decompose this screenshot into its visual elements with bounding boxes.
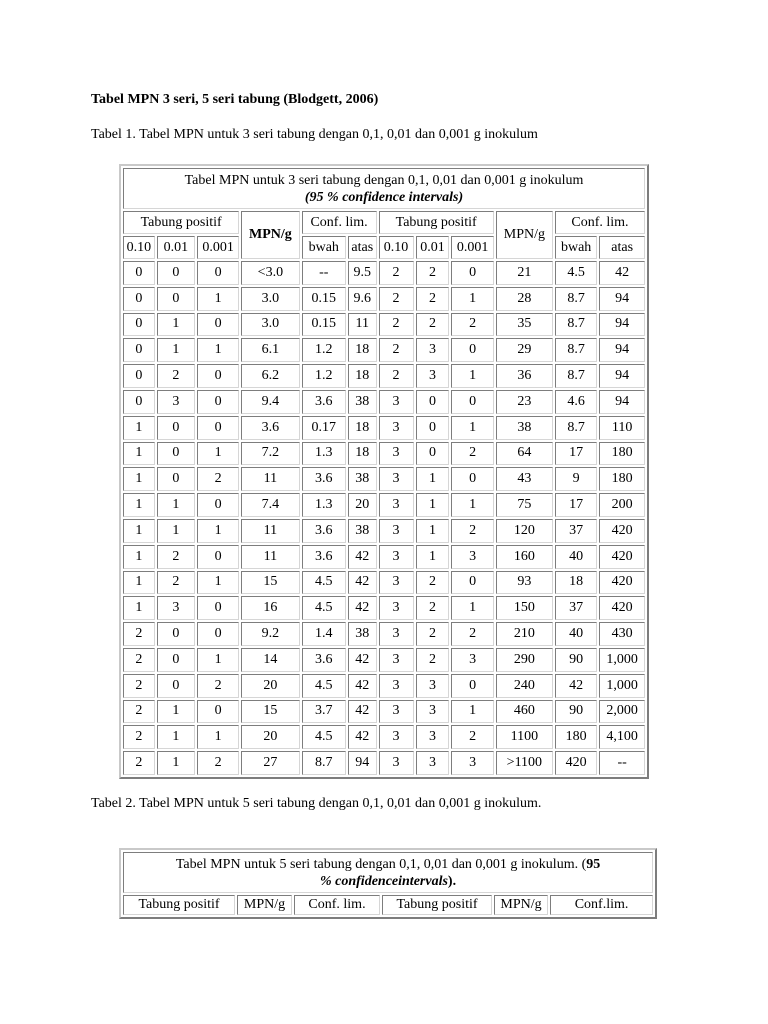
table-cell: 42 — [348, 700, 377, 724]
table-cell: 75 — [496, 493, 553, 517]
table-cell: 2 — [123, 674, 155, 698]
table-cell: 43 — [496, 467, 553, 491]
table-cell: 36 — [496, 364, 553, 388]
table-cell: 0 — [197, 313, 239, 337]
table-cell: 42 — [348, 648, 377, 672]
table-cell: 20 — [241, 725, 299, 749]
table-cell: 3 — [379, 467, 414, 491]
table-cell: 9.5 — [348, 261, 377, 285]
table-cell: 3.6 — [241, 416, 299, 440]
table-cell: 38 — [348, 622, 377, 646]
table-row — [123, 493, 645, 517]
table-cell: 3.6 — [302, 545, 346, 569]
table-row — [123, 519, 645, 543]
t2-header-mpn-g: MPN/g — [237, 895, 292, 915]
table-cell: 2 — [123, 700, 155, 724]
table-cell: 29 — [496, 338, 553, 362]
table-cell: 0 — [157, 648, 195, 672]
table-cell: -- — [302, 261, 346, 285]
table-cell: 1 — [416, 467, 450, 491]
table-cell: 1 — [451, 700, 493, 724]
table-cell: 2 — [416, 571, 450, 595]
table2-title: Tabel MPN untuk 5 seri tabung dengan 0,1, 0,01 dan 0,001 g inokulum. (95 % confidenceintervals). — [123, 852, 653, 893]
table-row — [123, 571, 645, 595]
table-cell: 94 — [599, 338, 645, 362]
t2-header-conf-lim: Conf. lim. — [294, 895, 380, 915]
table-cell: 3 — [416, 725, 450, 749]
table-cell: 8.7 — [555, 313, 597, 337]
table-cell: 0 — [157, 416, 195, 440]
header-bwah: bwah — [302, 236, 346, 259]
table-cell: 0 — [157, 287, 195, 311]
table-row — [123, 545, 645, 569]
table-cell: 0 — [416, 442, 450, 466]
table-cell: 3 — [416, 751, 450, 775]
page-heading: Tabel MPN 3 seri, 5 seri tabung (Blodgett, 2006) — [91, 92, 379, 107]
table-cell: 1 — [451, 287, 493, 311]
table-cell: 0 — [197, 261, 239, 285]
table-cell: 18 — [348, 364, 377, 388]
table-cell: 6.2 — [241, 364, 299, 388]
table-cell: 40 — [555, 545, 597, 569]
table-cell: 64 — [496, 442, 553, 466]
table-cell: 3 — [451, 648, 493, 672]
table-cell: 37 — [555, 596, 597, 620]
table-cell: 0 — [197, 596, 239, 620]
table-cell: <3.0 — [241, 261, 299, 285]
table-cell: 1.2 — [302, 338, 346, 362]
table-cell: 38 — [348, 519, 377, 543]
table-cell: 1 — [123, 596, 155, 620]
table-cell: 0 — [197, 700, 239, 724]
table-cell: 8.7 — [555, 364, 597, 388]
table-cell: >1100 — [496, 751, 553, 775]
table-cell: 1 — [123, 545, 155, 569]
table-cell: 2 — [123, 622, 155, 646]
table-cell: 420 — [599, 545, 645, 569]
header-bwah-2: bwah — [555, 236, 597, 259]
table-cell: 3 — [379, 674, 414, 698]
t2-header-conf-lim-2: Conf.lim. — [550, 895, 653, 915]
table-cell: 3.6 — [302, 390, 346, 414]
table-cell: 1 — [416, 545, 450, 569]
header-mpn-g: MPN/g — [241, 211, 299, 259]
table-cell: 3 — [379, 571, 414, 595]
table-cell: -- — [599, 751, 645, 775]
table-cell: 4.5 — [302, 571, 346, 595]
table-cell: 17 — [555, 493, 597, 517]
table-cell: 21 — [496, 261, 553, 285]
table-cell: 14 — [241, 648, 299, 672]
header-atas-2: atas — [599, 236, 645, 259]
table-cell: 0 — [123, 390, 155, 414]
table-cell: 1,000 — [599, 674, 645, 698]
table1-body — [123, 261, 645, 775]
t2-header-mpn-g-2: MPN/g — [494, 895, 548, 915]
table-cell: 2 — [451, 442, 493, 466]
table-cell: 2 — [123, 648, 155, 672]
table-cell: 94 — [599, 364, 645, 388]
table-cell: 38 — [496, 416, 553, 440]
table-cell: 3.6 — [302, 648, 346, 672]
table-cell: 93 — [496, 571, 553, 595]
table-cell: 0 — [157, 467, 195, 491]
table-cell: 2 — [416, 261, 450, 285]
table-cell: 4.5 — [555, 261, 597, 285]
table-cell: 0 — [123, 287, 155, 311]
table-cell: 9.2 — [241, 622, 299, 646]
table-cell: 1 — [197, 571, 239, 595]
table-cell: 2 — [197, 751, 239, 775]
table-cell: 3 — [379, 390, 414, 414]
table-cell: 3 — [379, 648, 414, 672]
table-cell: 8.7 — [302, 751, 346, 775]
table-cell: 27 — [241, 751, 299, 775]
table2-caption: Tabel 2. Tabel MPN untuk 5 seri tabung dengan 0,1, 0,01 dan 0,001 g inokulum. — [91, 796, 542, 811]
table-cell: 11 — [348, 313, 377, 337]
table1-caption: Tabel 1. Tabel MPN untuk 3 seri tabung dengan 0,1, 0,01 dan 0,001 g inokulum — [91, 127, 538, 142]
table-cell: 3 — [379, 751, 414, 775]
table-cell: 1 — [157, 338, 195, 362]
table-cell: 0 — [123, 338, 155, 362]
table-cell: 90 — [555, 648, 597, 672]
table-cell: 42 — [348, 674, 377, 698]
table-cell: 1 — [157, 519, 195, 543]
table-cell: 3 — [379, 700, 414, 724]
table-cell: 0 — [197, 622, 239, 646]
table-cell: 1 — [197, 287, 239, 311]
table-cell: 3 — [379, 545, 414, 569]
table-cell: 2 — [157, 364, 195, 388]
table-cell: 1.3 — [302, 493, 346, 517]
table-cell: 1 — [123, 467, 155, 491]
table-cell: 0 — [123, 261, 155, 285]
table-row — [123, 700, 645, 724]
table-cell: 18 — [348, 416, 377, 440]
table-cell: 420 — [599, 596, 645, 620]
table-cell: 1.4 — [302, 622, 346, 646]
table-cell: 0 — [157, 442, 195, 466]
table-row — [123, 648, 645, 672]
table-cell: 2 — [379, 287, 414, 311]
table-cell: 1 — [451, 416, 493, 440]
table-cell: 2 — [379, 261, 414, 285]
table-cell: 1 — [197, 338, 239, 362]
table-row — [123, 287, 645, 311]
table-row — [123, 622, 645, 646]
table-cell: 2 — [197, 467, 239, 491]
table-cell: 17 — [555, 442, 597, 466]
table-cell: 42 — [348, 545, 377, 569]
table-cell: 1 — [157, 313, 195, 337]
table-cell: 7.2 — [241, 442, 299, 466]
table-cell: 460 — [496, 700, 553, 724]
table-cell: 0 — [197, 390, 239, 414]
table-cell: 23 — [496, 390, 553, 414]
table-cell: 3.6 — [302, 519, 346, 543]
table-row — [123, 416, 645, 440]
table-cell: 38 — [348, 467, 377, 491]
table1-title-ci: (95 % confidence intervals) — [304, 190, 464, 205]
table-cell: 110 — [599, 416, 645, 440]
table-cell: 9.6 — [348, 287, 377, 311]
table-cell: 1 — [451, 596, 493, 620]
header-tabung-positif: Tabung positif — [123, 211, 239, 234]
table-row — [123, 261, 645, 285]
table-cell: 0.15 — [302, 313, 346, 337]
table-cell: 0 — [451, 261, 493, 285]
table-cell: 0 — [451, 390, 493, 414]
header-tabung-positif-2: Tabung positif — [379, 211, 494, 234]
mpn-table-3-series — [119, 164, 649, 779]
table-cell: 0 — [451, 467, 493, 491]
table-cell: 42 — [348, 571, 377, 595]
table-cell: 0 — [416, 390, 450, 414]
table-cell: 0.17 — [302, 416, 346, 440]
table-cell: 11 — [241, 519, 299, 543]
table-cell: 2 — [416, 287, 450, 311]
table-row — [123, 338, 645, 362]
table-cell: 3.7 — [302, 700, 346, 724]
table-cell: 15 — [241, 571, 299, 595]
table-cell: 1 — [197, 442, 239, 466]
table-cell: 150 — [496, 596, 553, 620]
table-cell: 0.15 — [302, 287, 346, 311]
table-cell: 3 — [379, 622, 414, 646]
table-cell: 430 — [599, 622, 645, 646]
table-cell: 3 — [379, 725, 414, 749]
table-cell: 2 — [123, 751, 155, 775]
table-cell: 8.7 — [555, 338, 597, 362]
table-cell: 4.5 — [302, 674, 346, 698]
table-cell: 290 — [496, 648, 553, 672]
table-cell: 94 — [599, 390, 645, 414]
table-cell: 0 — [451, 674, 493, 698]
table-cell: 1100 — [496, 725, 553, 749]
table-cell: 3 — [416, 338, 450, 362]
table-cell: 0 — [157, 622, 195, 646]
table-cell: 9.4 — [241, 390, 299, 414]
table-cell: 18 — [555, 571, 597, 595]
table-cell: 200 — [599, 493, 645, 517]
table-cell: 0 — [451, 571, 493, 595]
table-cell: 0 — [197, 493, 239, 517]
table-cell: 94 — [348, 751, 377, 775]
table-cell: 3 — [379, 519, 414, 543]
table-cell: 1 — [451, 493, 493, 517]
table-row — [123, 364, 645, 388]
table-cell: 1 — [416, 519, 450, 543]
table-cell: 180 — [599, 467, 645, 491]
table-cell: 11 — [241, 467, 299, 491]
table-row — [123, 390, 645, 414]
table-cell: 94 — [599, 313, 645, 337]
table-cell: 2 — [451, 622, 493, 646]
table-cell: 0 — [197, 364, 239, 388]
table-cell: 2 — [123, 725, 155, 749]
table-cell: 1.2 — [302, 364, 346, 388]
table-cell: 1 — [197, 725, 239, 749]
table-row — [123, 674, 645, 698]
table-cell: 3 — [379, 596, 414, 620]
table-cell: 94 — [599, 287, 645, 311]
table-row — [123, 725, 645, 749]
table-cell: 0 — [157, 674, 195, 698]
table-cell: 1 — [123, 571, 155, 595]
table-row — [123, 596, 645, 620]
table-cell: 0 — [416, 416, 450, 440]
table-cell: 420 — [599, 519, 645, 543]
table-cell: 42 — [348, 725, 377, 749]
table-cell: 42 — [348, 596, 377, 620]
header-0.001-2: 0.001 — [451, 236, 493, 259]
table-cell: 42 — [555, 674, 597, 698]
table-row — [123, 442, 645, 466]
header-0.10: 0.10 — [123, 236, 155, 259]
table-cell: 3.0 — [241, 287, 299, 311]
table1-title: Tabel MPN untuk 3 seri tabung dengan 0,1, 0,01 dan 0,001 g inokulum (95 % confidence intervals) — [123, 168, 645, 209]
table-cell: 8.7 — [555, 416, 597, 440]
table-row — [123, 313, 645, 337]
table-cell: 38 — [348, 390, 377, 414]
table-cell: 2 — [379, 338, 414, 362]
table-cell: 2 — [416, 622, 450, 646]
table-cell: 0 — [157, 261, 195, 285]
table-cell: 4.5 — [302, 725, 346, 749]
table-cell: 2 — [451, 313, 493, 337]
table-cell: 15 — [241, 700, 299, 724]
header-0.01-2: 0.01 — [416, 236, 450, 259]
table-cell: 2 — [157, 545, 195, 569]
header-conf-lim-2: Conf. lim. — [555, 211, 645, 234]
table-cell: 3 — [379, 442, 414, 466]
table-cell: 0 — [197, 545, 239, 569]
table-cell: 2 — [416, 648, 450, 672]
table-cell: 1 — [123, 442, 155, 466]
table-row — [123, 751, 645, 775]
table-cell: 1 — [197, 519, 239, 543]
table-cell: 28 — [496, 287, 553, 311]
table-cell: 1 — [157, 700, 195, 724]
table-cell: 3.6 — [302, 467, 346, 491]
header-atas: atas — [348, 236, 377, 259]
table-cell: 1 — [157, 751, 195, 775]
table-cell: 0 — [123, 364, 155, 388]
table-cell: 20 — [241, 674, 299, 698]
table-cell: 3 — [379, 493, 414, 517]
table-cell: 1,000 — [599, 648, 645, 672]
table-cell: 1 — [197, 648, 239, 672]
table-cell: 4.5 — [302, 596, 346, 620]
table-cell: 2 — [416, 596, 450, 620]
table-cell: 120 — [496, 519, 553, 543]
table-cell: 6.1 — [241, 338, 299, 362]
table-cell: 4,100 — [599, 725, 645, 749]
table-cell: 2 — [451, 519, 493, 543]
header-conf-lim: Conf. lim. — [302, 211, 377, 234]
table-cell: 1 — [157, 725, 195, 749]
table-cell: 1 — [416, 493, 450, 517]
table-cell: 2 — [451, 725, 493, 749]
t2-header-tabung-positif-2: Tabung positif — [382, 895, 492, 915]
table-cell: 2 — [416, 313, 450, 337]
table-cell: 7.4 — [241, 493, 299, 517]
header-mpn-g-2: MPN/g — [496, 211, 553, 259]
table-cell: 420 — [599, 571, 645, 595]
table-cell: 0 — [123, 313, 155, 337]
table-cell: 3.0 — [241, 313, 299, 337]
table-cell: 2,000 — [599, 700, 645, 724]
header-0.10-2: 0.10 — [379, 236, 414, 259]
header-0.001: 0.001 — [197, 236, 239, 259]
table-cell: 3 — [451, 545, 493, 569]
t2-header-tabung-positif: Tabung positif — [123, 895, 235, 915]
table-cell: 2 — [197, 674, 239, 698]
table-cell: 2 — [379, 364, 414, 388]
table-cell: 2 — [379, 313, 414, 337]
table-cell: 37 — [555, 519, 597, 543]
table-cell: 160 — [496, 545, 553, 569]
table-cell: 2 — [157, 571, 195, 595]
table-cell: 4.6 — [555, 390, 597, 414]
table-cell: 0 — [451, 338, 493, 362]
table-cell: 3 — [416, 700, 450, 724]
table-cell: 1 — [451, 364, 493, 388]
table-cell: 1 — [123, 519, 155, 543]
header-0.01: 0.01 — [157, 236, 195, 259]
table-cell: 42 — [599, 261, 645, 285]
mpn-table-5-series — [119, 848, 657, 919]
table-cell: 3 — [416, 674, 450, 698]
table-cell: 16 — [241, 596, 299, 620]
table-cell: 3 — [157, 390, 195, 414]
table-cell: 9 — [555, 467, 597, 491]
table-cell: 0 — [197, 416, 239, 440]
table-cell: 3 — [379, 416, 414, 440]
table-cell: 180 — [599, 442, 645, 466]
table-cell: 1 — [157, 493, 195, 517]
table-cell: 1 — [123, 416, 155, 440]
table-cell: 420 — [555, 751, 597, 775]
table-cell: 1.3 — [302, 442, 346, 466]
table-cell: 180 — [555, 725, 597, 749]
table-cell: 11 — [241, 545, 299, 569]
table-cell: 18 — [348, 338, 377, 362]
table-cell: 20 — [348, 493, 377, 517]
table-cell: 240 — [496, 674, 553, 698]
table-cell: 35 — [496, 313, 553, 337]
table-cell: 1 — [123, 493, 155, 517]
table-row — [123, 467, 645, 491]
table-cell: 210 — [496, 622, 553, 646]
table-cell: 3 — [416, 364, 450, 388]
table-cell: 3 — [157, 596, 195, 620]
table-cell: 90 — [555, 700, 597, 724]
table-cell: 3 — [451, 751, 493, 775]
table-cell: 40 — [555, 622, 597, 646]
table-cell: 18 — [348, 442, 377, 466]
table-cell: 8.7 — [555, 287, 597, 311]
